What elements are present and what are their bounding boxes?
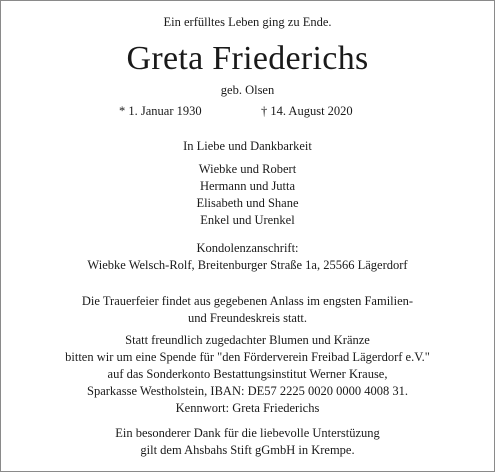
condolence-address-line: Wiebke Welsch-Rolf, Breitenburger Straße 1a, 25566 Lägerdorf xyxy=(87,258,408,272)
family-list xyxy=(1,161,494,229)
donation-line: auf das Sonderkonto Bestattungsinstitut Werner Krause, xyxy=(107,367,388,381)
family-member: Hermann und Jutta xyxy=(199,179,296,193)
maiden-name: geb. Olsen xyxy=(220,83,275,97)
donation-notice xyxy=(1,332,494,417)
donation-line: Kennwort: Greta Friederichs xyxy=(175,401,320,415)
family-member: Elisabeth und Shane xyxy=(196,196,299,210)
condolence-address xyxy=(1,240,494,274)
funeral-line: und Freundeskreis statt. xyxy=(187,311,308,325)
death-date: † 14. August 2020 xyxy=(261,104,353,118)
funeral-notice xyxy=(1,293,494,327)
deceased-name: Greta Friederichs xyxy=(126,40,369,77)
intro-line: Ein erfülltes Leben ging zu Ende. xyxy=(163,15,332,29)
thanks-line: Ein besonderer Dank für die liebevolle Unterstüzung xyxy=(115,426,380,440)
family-member: Enkel und Urenkel xyxy=(200,213,295,227)
birth-date: * 1. Januar 1930 xyxy=(119,104,202,118)
love-line: In Liebe und Dankbarkeit xyxy=(183,139,312,153)
condolence-label: Kondolenzanschrift: xyxy=(196,241,299,255)
donation-line: bitten wir um eine Spende für "den Förderverein Freibad Lägerdorf e.V." xyxy=(65,350,430,364)
donation-line: Statt freundlich zugedachter Blumen und Kränze xyxy=(125,333,370,347)
thanks-line: gilt dem Ahsbahs Stift gGmbH in Krempe. xyxy=(140,443,355,457)
thanks-notice xyxy=(1,425,494,459)
funeral-line: Die Trauerfeier findet aus gegebenen Anlass im engsten Familien- xyxy=(81,294,414,308)
family-member: Wiebke und Robert xyxy=(198,162,297,176)
donation-line: Sparkasse Westholstein, IBAN: DE57 2225 0020 0000 4008 31. xyxy=(87,384,408,398)
